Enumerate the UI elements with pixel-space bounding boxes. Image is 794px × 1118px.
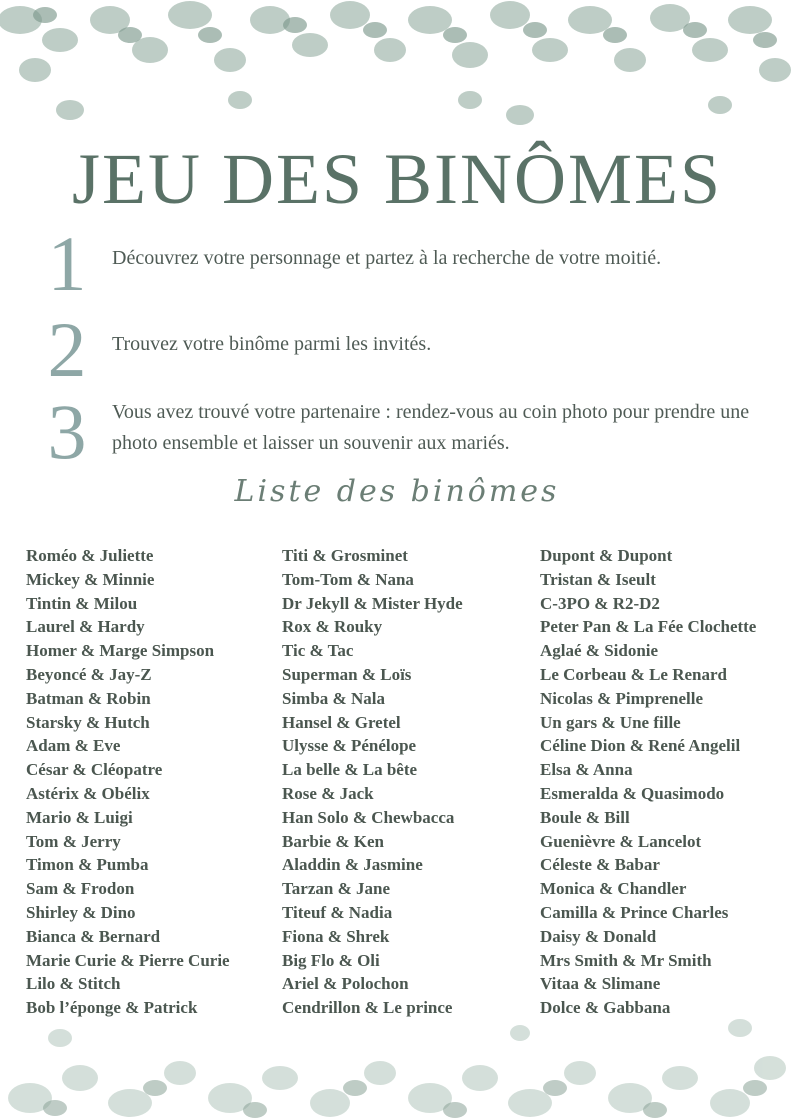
pair-item: C-3PO & R2-D2 [540,593,660,613]
pair-item: Esmeralda & Quasimodo [540,783,725,803]
pair-item: Daisy & Donald [540,926,657,946]
pair-item: Guenièvre & Lancelot [540,831,702,851]
pair-item: Dr Jekyll & Mister Hyde [282,593,463,613]
pair-item: Superman & Loïs [282,664,412,684]
pair-item: La belle & La bête [282,760,418,780]
pair-item: Peter Pan & La Fée Clochette [540,617,757,637]
step-number: 3 [47,388,87,475]
pair-item: Marie Curie & Pierre Curie [26,950,230,970]
pairs-column-2 [282,544,540,1020]
pair-item: Starsky & Hutch [26,712,150,732]
pairs-column-1 [26,544,282,1020]
page-title: JEU DES BINÔMES [71,139,723,219]
pair-item: Céline Dion & René Angelil [540,736,741,756]
pair-item: Ulysse & Pénélope [282,736,417,756]
pair-item: Titeuf & Nadia [282,902,393,922]
pair-item: Batman & Robin [26,688,151,708]
pair-item: Barbie & Ken [282,831,384,851]
pair-item: Monica & Chandler [540,879,687,899]
pair-item: Elsa & Anna [540,760,633,780]
pair-item: Aglaé & Sidonie [540,641,659,661]
pair-item: Astérix & Obélix [26,783,150,803]
pair-item: Vitaa & Slimane [540,974,661,994]
pair-item: Laurel & Hardy [26,617,145,637]
step-number: 1 [47,220,87,307]
step-text: Découvrez votre personnage et partez à la recherche de votre moitié. [112,247,662,269]
pair-item: Bob l’éponge & Patrick [26,998,198,1018]
step-number: 2 [47,306,87,393]
pair-item: Céleste & Babar [540,855,660,875]
pairs-list [26,544,786,1020]
pair-item: Tic & Tac [282,641,354,661]
pair-item: Aladdin & Jasmine [282,855,423,875]
pair-item: Shirley & Dino [26,902,136,922]
pair-item: Camilla & Prince Charles [540,902,729,922]
pair-item: Cendrillon & Le prince [282,998,453,1018]
pair-item: Bianca & Bernard [26,926,161,946]
eucalyptus-foliage-top [0,0,794,150]
pair-item: Sam & Frodon [26,879,135,899]
pair-item: Mario & Luigi [26,807,133,827]
pairs-column-3 [540,544,786,1020]
pair-item: Tristan & Iseult [540,569,656,589]
pair-item: Tom-Tom & Nana [282,569,414,589]
pair-item: Han Solo & Chewbacca [282,807,455,827]
step-text: Trouvez votre binôme parmi les invités. [112,333,432,355]
pair-item: Timon & Pumba [26,855,149,875]
pair-item: Titi & Grosminet [282,546,408,565]
pair-item: Simba & Nala [282,688,385,708]
pair-item: César & Cléopatre [26,760,163,780]
pair-item: Big Flo & Oli [282,950,380,970]
pair-item: Tintin & Milou [26,593,138,613]
pair-item: Dupont & Dupont [540,546,673,565]
pair-item: Rox & Rouky [282,617,383,637]
pair-item: Tom & Jerry [26,831,121,851]
pair-item: Dolce & Gabbana [540,998,671,1018]
pair-item: Fiona & Shrek [282,926,390,946]
pair-item: Hansel & Gretel [282,712,401,732]
list-subtitle: Liste des binômes [234,474,560,509]
pair-item: Un gars & Une fille [540,712,681,732]
pair-item: Roméo & Juliette [26,546,154,565]
pair-item: Lilo & Stitch [26,974,121,994]
pair-item: Tarzan & Jane [282,879,390,899]
pair-item: Beyoncé & Jay-Z [26,664,152,684]
pair-item: Le Corbeau & Le Renard [540,664,727,684]
pair-item: Homer & Marge Simpson [26,641,215,661]
pair-item: Adam & Eve [26,736,121,756]
pair-item: Nicolas & Pimprenelle [540,688,704,708]
pair-item: Rose & Jack [282,783,374,803]
pair-item: Mickey & Minnie [26,569,155,589]
pair-item: Boule & Bill [540,807,630,827]
pair-item: Ariel & Polochon [282,974,409,994]
step-text: Vous avez trouvé votre partenaire : rendez-vous au coin photo pour prendre une photo ensemble et laisser un souvenir aux mariés. [112,401,750,454]
pair-item: Mrs Smith & Mr Smith [540,950,712,970]
